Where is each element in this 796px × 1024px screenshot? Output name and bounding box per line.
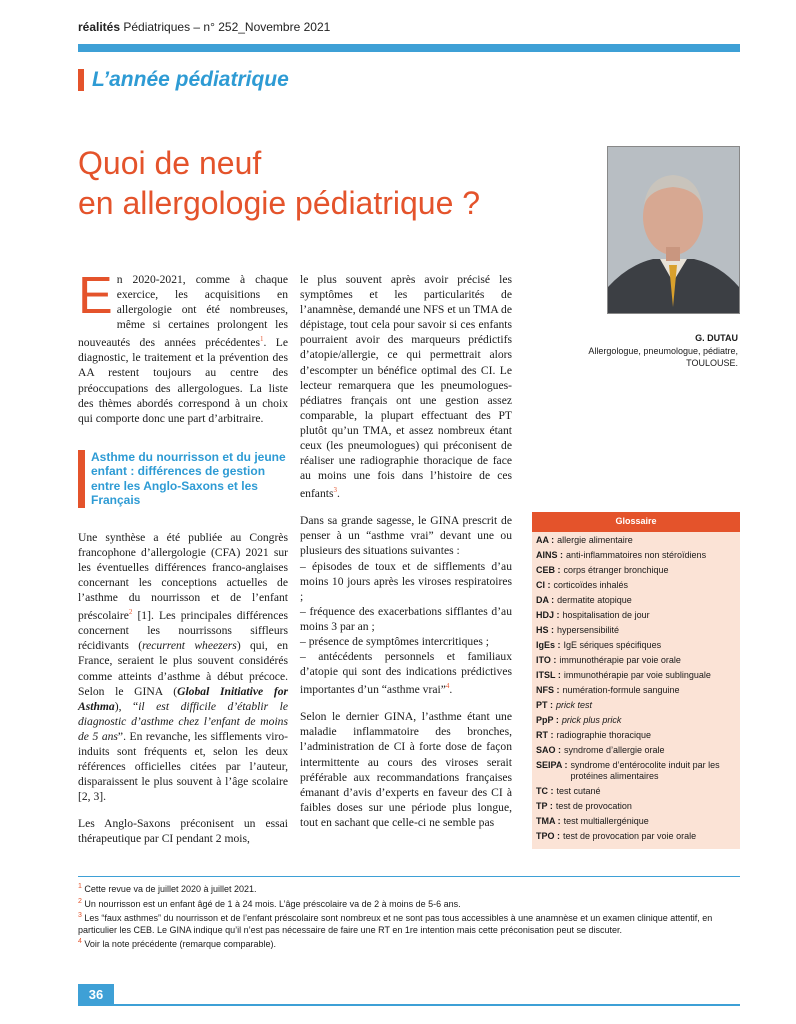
footnote-text: Un nourrisson est un enfant âgé de 1 à 24 mois. L’âge préscolaire va de 2 à moins de 5-6 ans.: [84, 898, 461, 909]
glossary-abbr: SEIPA :: [536, 759, 568, 770]
footnote: [78, 936, 740, 951]
glossary-abbr: RT :: [536, 729, 554, 740]
glossary-abbr: TC :: [536, 786, 554, 797]
glossary-entry: [532, 655, 740, 667]
intro-text: n 2020-2021, comme à chaque exercice, les acquisitions en allergologie ont été nombreuses, même si certaines prolongent les nouveautés des années précédentes: [78, 273, 288, 350]
glossary-definition: allergie alimentaire: [557, 534, 633, 545]
footnote-ref: 3: [333, 486, 337, 495]
body-text: ), “: [114, 699, 139, 713]
glossary-entry: [532, 730, 740, 742]
glossary-abbr: AINS :: [536, 549, 563, 560]
glossary-definition: syndrome d’entérocolite induit par les protéines alimentaires: [570, 759, 720, 782]
body-text: Une synthèse a été publiée au Congrès francophone d’allergologie (CFA) 2021 sur les éventuelles différences franco-anglaises concernant les conceptions actuelles de l’asthme du nourrisson et de l’enfant préscolaire: [78, 530, 288, 623]
glossary-entry: [532, 816, 740, 828]
subheading-marker: [78, 450, 85, 508]
footnotes: [78, 881, 740, 951]
gina-quote: il est difficile d’établir le diagnostic d’asthme chez l’enfant de moins de 5 ans: [78, 699, 288, 743]
glossary-entry: [532, 760, 740, 783]
drop-cap: E: [78, 267, 113, 325]
footnote-number: 1: [78, 883, 82, 890]
glossary-entry: [532, 640, 740, 652]
glossary-abbr: SAO :: [536, 744, 562, 755]
title-line-2: en allergologie pédiatrique ?: [78, 185, 481, 221]
footnote-text: Les “faux asthmes” du nourrisson et de l’enfant préscolaire sont nombreux et ne sont pas tous accessibles à une anamnèse et un examen clinique attentif, en particulier les CEB. Le GINA indique qu’il n’est pas nécessaire de faire une RT en 1re intention mais cette préconisation peut se discuter.: [78, 913, 713, 935]
footnote-ref: 1: [260, 335, 264, 344]
glossary-box: [532, 512, 740, 849]
issue-info: Pédiatriques – n° 252_Novembre 2021: [120, 20, 331, 34]
author-portrait-image: [608, 147, 739, 313]
italic-term: recurrent wheezers: [142, 639, 237, 653]
glossary-definition: radiographie thoracique: [556, 729, 652, 740]
footnote-number: 2: [78, 897, 82, 905]
glossary-list: [532, 535, 740, 843]
footnote: [78, 881, 740, 896]
glossary-definition: hypersensibilité: [557, 624, 620, 635]
glossary-title: Glossaire: [532, 512, 740, 532]
glossary-definition: test de provocation: [555, 801, 632, 812]
glossary-entry: [532, 670, 740, 682]
body-paragraph: Dans sa grande sagesse, le GINA prescrit de penser à un “asthme vrai” devant une ou plusieurs des situations suivantes :: [300, 514, 512, 558]
glossary-entry: [532, 831, 740, 843]
glossary-definition: test multiallergénique: [563, 816, 649, 827]
body-paragraph: Les Anglo-Saxons préconisent un essai thérapeutique par CI pendant 2 mois,: [78, 817, 288, 846]
body-text: – antécédents personnels et familiaux d’atopie qui sont des indications prédictives importantes d’un “asthme vrai”: [300, 650, 512, 697]
glossary-definition: immunothérapie par voie orale: [559, 654, 681, 665]
title-line-1: Quoi de neuf: [78, 145, 262, 181]
glossary-entry: [532, 786, 740, 798]
glossary-definition: corps étranger bronchique: [563, 564, 669, 575]
body-text: .: [449, 683, 453, 697]
subheading: [78, 450, 288, 508]
glossary-definition: syndrome d’allergie orale: [564, 744, 665, 755]
glossary-definition: test cutané: [556, 786, 601, 797]
footnote: [78, 910, 740, 936]
glossary-abbr: TP :: [536, 801, 553, 812]
author-affiliation: [498, 345, 738, 369]
list-item: – épisodes de toux et de sifflements d’au moins 10 jours après les viroses respiratoires ;: [300, 559, 512, 603]
footnote-text: Voir la note précédente (remarque comparable).: [84, 939, 277, 949]
footnote-number: 4: [78, 938, 82, 945]
glossary-abbr: TPO :: [536, 831, 560, 842]
section-marker: [78, 69, 84, 91]
article-title: [78, 143, 578, 223]
glossary-definition: immunothérapie par voie sublinguale: [563, 669, 711, 680]
section-tag: [78, 68, 289, 92]
glossary-entry: [532, 801, 740, 813]
glossary-entry: [532, 535, 740, 547]
intro-paragraph: [78, 267, 289, 426]
section-title: L’année pédiatrique: [92, 68, 289, 91]
glossary-abbr: DA :: [536, 594, 555, 605]
glossary-entry: [532, 700, 740, 712]
glossary-definition: prick plus prick: [561, 714, 622, 725]
glossary-entry: [532, 745, 740, 757]
glossary-abbr: NFS :: [536, 684, 560, 695]
list-item: – fréquence des exacerbations sifflantes d’au moins 3 par an ;: [300, 604, 512, 633]
body-text: ”. En revanche, les sifflements viro-induits sont fréquents et, selon les deux références officielles citées par l’auteur, disparaissent le plus souvent à l’âge scolaire [2, 3].: [78, 729, 288, 804]
glossary-entry: [532, 685, 740, 697]
glossary-abbr: AA :: [536, 534, 555, 545]
glossary-entry: [532, 550, 740, 562]
page-number: 36: [78, 984, 114, 1006]
glossary-abbr: IgEs :: [536, 639, 561, 650]
glossary-abbr: ITO :: [536, 654, 557, 665]
glossary-definition: test de provocation par voie orale: [563, 831, 697, 842]
glossary-abbr: HS :: [536, 624, 554, 635]
text-column-1: [78, 267, 289, 859]
bottom-rule: [114, 1004, 740, 1006]
author-city: TOULOUSE.: [686, 358, 738, 368]
body-text: ) qui, en France, seraient le plus souvent considérés comme atteints d’asthme à début précoce. Selon le GINA (: [78, 639, 288, 698]
glossary-abbr: PT :: [536, 699, 553, 710]
glossary-entry: [532, 625, 740, 637]
author-role: Allergologue, pneumologue, pédiatre,: [588, 346, 738, 356]
journal-brand: réalités: [78, 20, 121, 34]
body-paragraph: [300, 272, 512, 501]
top-rule: [78, 44, 740, 52]
author-name: G. DUTAU: [695, 333, 738, 343]
text-column-2: [300, 272, 512, 842]
footnote: [78, 896, 740, 911]
glossary-abbr: CEB :: [536, 564, 561, 575]
glossary-abbr: HDJ :: [536, 609, 560, 620]
footnote-ref: 2: [128, 608, 133, 617]
glossary-entry: [532, 565, 740, 577]
glossary-definition: corticoïdes inhalés: [553, 579, 629, 590]
glossary-entry: [532, 610, 740, 622]
body-paragraph: [78, 530, 288, 805]
glossary-abbr: CI :: [536, 579, 551, 590]
glossary-definition: dermatite atopique: [557, 594, 632, 605]
running-head: [78, 20, 330, 34]
glossary-abbr: PpP :: [536, 714, 559, 725]
footnote-ref: 4: [445, 682, 450, 691]
gina-fullname: Global Initiative for Asthma: [78, 684, 289, 713]
glossary-definition: prick test: [556, 699, 593, 710]
footnote-divider: [78, 876, 740, 877]
glossary-definition: anti-inflammatoires non stéroïdiens: [566, 549, 707, 560]
glossary-definition: IgE sériques spécifiques: [563, 639, 662, 650]
footnote-text: Cette revue va de juillet 2020 à juillet 2021.: [84, 884, 257, 894]
footnote-number: 3: [78, 912, 82, 919]
body-text: [1]. Les principales différences concernent les nourrissons siffleurs récidivants (: [78, 609, 288, 653]
author-photo: [607, 146, 740, 314]
glossary-entry: [532, 595, 740, 607]
glossary-definition: hospitalisation de jour: [562, 609, 650, 620]
body-text: .: [336, 487, 340, 501]
subheading-text: Asthme du nourrisson et du jeune enfant : différences de gestion entre les Anglo-Saxons et les Français: [91, 449, 286, 508]
list-item: – présence de symptômes intercritiques ;: [300, 635, 489, 649]
glossary-definition: numération-formule sanguine: [562, 684, 680, 695]
list-item: [300, 649, 512, 697]
glossary-entry: [532, 715, 740, 727]
body-paragraph: Selon le dernier GINA, l’asthme étant une maladie inflammatoire des bronches, l’administration de CI à forte dose de façon intermittente au cours des viroses serait préférable aux recommandations françaises émanant d’avis d’experts en faveur des CI à faibles doses sur une période plus longue, tout en sachant que celle-ci ne semble pas: [300, 710, 512, 829]
intro-text-rest: . Le diagnostic, le traitement et la prévention des AA restent toujours au centre des préoccupations des allergologues. La liste des thèmes abordés correspond à un choix qui comporte donc une part d’arbitraire.: [78, 336, 289, 425]
body-text: le plus souvent après avoir précisé les symptômes et les particularités de l’anamnèse, demandé une NFS et un TMA de dépistage, tout cela pour savoir si ces enfants pourraient avoir des marqueurs prédictifs d’atopie/allergie, ce qui permettrait alors d’escompter un bénéfice optimal des CI. Le lecteur remarquera que les pneumologues-pédiatres français ont une gestion assez comparable, la plupart effectuant des PT plutôt qu’un TMA, et assez nombreux étant ceux (les pneumologues) qui préconisent de réaliser une radiographie thoracique de face au moins une fois dans l’histoire de ces enfants: [300, 273, 512, 501]
glossary-abbr: ITSL :: [536, 669, 561, 680]
glossary-entry: [532, 580, 740, 592]
glossary-abbr: TMA :: [536, 816, 561, 827]
